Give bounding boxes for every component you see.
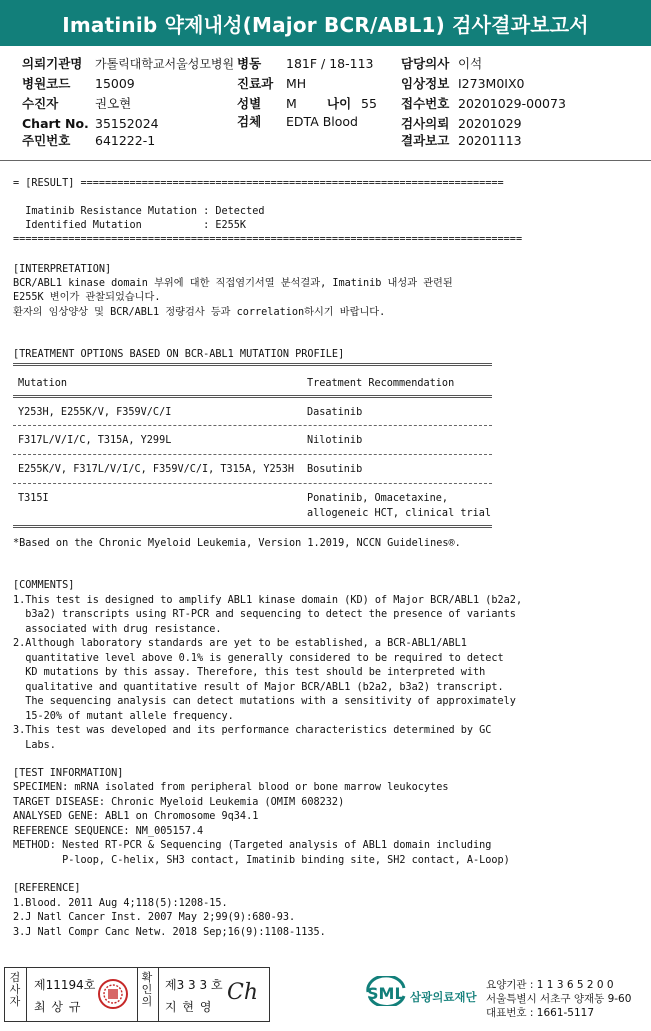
hospital-code-label: 병원코드 (22, 76, 71, 91)
report-title: Imatinib 약제내성(Major BCR/ABL1) 검사결과보고서 (0, 0, 651, 46)
row-divider (13, 454, 492, 455)
reference-line: 3.J Natl Compr Canc Netw. 2018 Sep;16(9):1108-1135. (13, 927, 326, 938)
doctor-label: 담당의사 (401, 56, 450, 71)
confirmer-label: 확인의 (141, 971, 153, 1008)
treatment-note: *Based on the Chronic Myeloid Leukemia, Version 1.2019, NCCN Guidelines®. (13, 538, 461, 549)
ward-label: 병동 (237, 56, 262, 71)
age-value: 55 (361, 96, 377, 111)
table-top-rule (13, 363, 492, 366)
request-label: 검사의뢰 (401, 116, 450, 131)
test-info-line: ANALYSED GENE: ABL1 on Chromosome 9q34.1 (13, 811, 259, 822)
age-label: 나이 (327, 96, 352, 111)
test-info-line: TARGET DISEASE: Chronic Myeloid Leukemia (OMIM 608232) (13, 797, 345, 808)
table-bottom-rule (13, 525, 492, 528)
sex-value: M (286, 96, 297, 111)
test-info-line: P-loop, C-helix, SH3 contact, Imatinib binding site, SH2 contact, A-Loop) (13, 855, 510, 866)
col-recommendation-header: Treatment Recommendation (307, 378, 455, 389)
patient-label: 수진자 (22, 96, 59, 111)
table-header-rule (13, 395, 492, 398)
id-value: 641222-1 (95, 133, 156, 148)
accession-value: 20201029-00073 (458, 96, 566, 111)
comments-line: 15-20% of mutant allele frequency. (13, 711, 234, 722)
institution-value: 가톨릭대학교서울성모병원 (95, 57, 235, 71)
signature: Ch (227, 980, 259, 1005)
id-label: 주민번호 (22, 133, 71, 148)
dept-value: MH (286, 76, 307, 91)
request-value: 20201029 (458, 116, 522, 131)
table-row-1-rec: Dasatinib (307, 407, 363, 418)
result-end: =================================================================================== (13, 234, 523, 245)
interpretation-line-3: 환자의 임상양상 및 BCR/ABL1 정량검사 등과 correlation하시기 바랍니다. (13, 307, 386, 318)
specimen-value: EDTA Blood (286, 114, 358, 129)
phone: 대표번호 : 1661-5117 (486, 1007, 595, 1019)
result-header: = [RESULT] ===================================================================== (13, 178, 504, 189)
clinical-label: 임상정보 (401, 76, 450, 91)
interpretation-title: [INTERPRETATION] (13, 264, 112, 275)
examiner-name: 최 상 규 (34, 1000, 82, 1014)
comments-line: associated with drug resistance. (13, 624, 222, 635)
examiner-number: 제11194호 (34, 978, 96, 992)
confirmer-name: 지 현 영 (165, 1000, 213, 1014)
test-info-line: SPECIMEN: mRNA isolated from peripheral blood or bone marrow leukocytes (13, 782, 449, 793)
treatment-title: [TREATMENT OPTIONS BASED ON BCR-ABL1 MUTATION PROFILE] (13, 349, 345, 360)
hospital-code-value: 15009 (95, 76, 135, 91)
comments-line: qualitative and quantitative result of Major BCR/ABL1 (b2a2, b3a2) transcript. (13, 682, 504, 693)
col-mutation-header: Mutation (18, 378, 68, 389)
report-label: 결과보고 (401, 133, 450, 148)
reference-line: [REFERENCE] (13, 883, 81, 894)
row-divider (13, 483, 492, 484)
address: 서울특별시 서초구 양재동 9-60 (486, 993, 632, 1005)
report-value: 20201113 (458, 133, 522, 148)
header-divider (0, 160, 651, 161)
comments-line: Labs. (13, 740, 56, 751)
comments-line: 3.This test was developed and its performance characteristics determined by GC (13, 725, 492, 736)
result-line-1: Imatinib Resistance Mutation : Detected (13, 206, 265, 217)
comments-line: 1.This test is designed to amplify ABL1 kinase domain (KD) of Major BCR/ABL1 (b2a2, (13, 595, 523, 606)
signature-box (4, 967, 270, 1022)
accession-label: 접수번호 (401, 96, 450, 111)
table-row-3-rec: Bosutinib (307, 464, 363, 475)
institution-label: 의뢰기관명 (22, 56, 83, 71)
test-info-line: METHOD: Nested RT-PCR & Sequencing (Targeted analysis of ABL1 domain including (13, 840, 492, 851)
interpretation-line-2: E255K 변이가 관찰되었습니다. (13, 292, 161, 303)
specimen-label: 검체 (237, 114, 262, 129)
patient-value: 권오현 (95, 96, 132, 111)
reference-line: 1.Blood. 2011 Aug 4;118(5):1208-15. (13, 898, 228, 909)
test-info-line: [TEST INFORMATION] (13, 768, 124, 779)
table-row-3-mutation: E255K/V, F317L/V/I/C, F359V/C/I, T315A, Y253H (18, 464, 295, 475)
comments-line: 2.Although laboratory standards are yet to be established, a BCR-ABL1/ABL1 (13, 638, 467, 649)
reference-line: 2.J Natl Cancer Inst. 2007 May 2;99(9):680-93. (13, 912, 296, 923)
comments-line: [COMMENTS] (13, 580, 75, 591)
chart-value: 35152024 (95, 116, 159, 131)
comments-line: quantitative level above 0.1% is generally considered to be required to detect (13, 653, 504, 664)
sex-label: 성별 (237, 96, 262, 111)
table-row-2-rec: Nilotinib (307, 435, 363, 446)
sml-logo (364, 976, 482, 1010)
table-row-2-mutation: F317L/V/I/C, T315A, Y299L (18, 435, 172, 446)
table-row-4-mutation: T315I (18, 493, 49, 504)
interpretation-line-1: BCR/ABL1 kinase domain 부위에 대한 직접염기서열 분석결과, Imatinib 내성과 관련된 (13, 278, 453, 289)
divider (137, 968, 138, 1021)
comments-line: The sequencing analysis can detect mutations with a sensitivity of approximately (13, 696, 516, 707)
comments-line: b3a2) transcripts using RT-PCR and sequencing to detect the presence of variants (13, 609, 516, 620)
clinical-value: I273M0IX0 (458, 76, 525, 91)
test-info-line: REFERENCE SEQUENCE: NM_005157.4 (13, 826, 204, 837)
dept-label: 진료과 (237, 76, 274, 91)
table-row-4-rec: Ponatinib, Omacetaxine, allogeneic HCT, clinical trial (307, 493, 492, 519)
row-divider (13, 425, 492, 426)
agency-number: 요양기관 : 1 1 3 6 5 2 0 0 (486, 979, 614, 991)
divider (26, 968, 27, 1021)
logo-org-text: 삼광의료재단 (410, 990, 477, 1004)
doctor-value: 이석 (458, 56, 483, 71)
result-line-2: Identified Mutation : E255K (13, 220, 247, 231)
confirmer-number: 제3 3 3 호 (165, 978, 223, 992)
logo-sml-text: SML (367, 984, 405, 1003)
divider (158, 968, 159, 1021)
ward-value: 181F / 18-113 (286, 56, 374, 71)
comments-line: KD mutations by this assay. Therefore, this test should be interpreted with (13, 667, 486, 678)
seal-stamp (97, 978, 129, 1010)
chart-label: Chart No. (22, 116, 89, 131)
table-row-1-mutation: Y253H, E255K/V, F359V/C/I (18, 407, 172, 418)
examiner-label: 검사자 (9, 971, 21, 1008)
